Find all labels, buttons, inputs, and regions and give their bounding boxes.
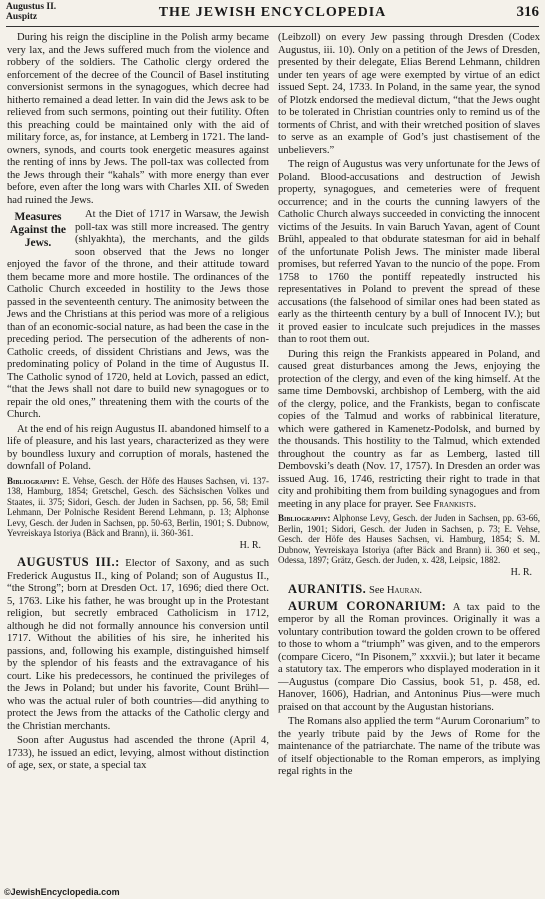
running-head-last: Auspitz: [6, 12, 38, 22]
page-number: 316: [516, 4, 539, 20]
side-heading: Measures Against the Jews.: [10, 211, 66, 249]
paragraph: At the Diet of 1717 in Warsaw, the Jewish poll-tax was still more increased. The gentry (shlyakhta), the merchants, and the gilds soon observed that the Jews no longer enjoyed the favor of the throne, and their attitude toward them became more and more hostile. The ordinances of the Catholic Church exceeded in hostility to the Jews those passed in the seventeenth century. The animosity between the Jews and the Christians at this period was more of a religious than of an economic-social nature, as had been the case in the preceding period. The persecution of the adherents of non-Catholic creeds, of dissident Christians and Jews, was the predominating policy of Poland in the time of Augustus II. The Catholic synod of 1720, held at Lovich, passed an edict, “that the Jews shall not dare to build new synagogues or to repair the old ones,” threatening them with the courts of the Church.: [7, 209, 269, 420]
paragraph: During his reign the discipline in the Polish army became very lax, and the Jews suffered much from the violence and robbery of the soldiers. The Catholic clergy ordered the enforcement of the decree of the Council of Basel instituting conversionist sermons in the synagogues, which decree had hitherto remained a dead letter. In vain did the Jews ask to be relieved from such sermons, pointing out their futility. Often this preaching could be maintained only with the aid of military force, as, for instance, at Lemberg in 1721. The land-owners, synods, and courts took energetic measures against the renting of inns by Jews. The poll-tax was collected from the Jews through their “kahals” with more energy than ever before, even after the long wars with Charles XII. of Sweden had ruined the Jews.: [7, 32, 269, 206]
entry-text: See: [368, 585, 385, 596]
running-head-first: Augustus II.: [6, 2, 57, 12]
paragraph: The reign of Augustus was very unfortunate for the Jews of Poland. Blood-accusations and destruction of Jewish property, synagogues, and cemeteries were of frequent occurrence; and in the courts the cunning lawyers of the Catholic Church always succeeded in convicting the innocent victims of the Jesuits. In vain Baruch Yavan, agent of Count Brühl, appealed to that obdurate statesman for aid in behalf of the unfortunate Polish Jews. The minister made liberal promises, but referred Yavan to the nuncio of the pope. From 1758 to 1760 the pontiff repeatedly instructed his representatives in Poland to prevent the spread of these accusations (the falsehood of similar ones had been stated as early as the thirteenth century by a bull of Innocent IV.); but it proved easier to inculcate such prejudices in the masses than to root them out.: [278, 159, 540, 345]
cross-reference-link[interactable]: Hauran.: [386, 585, 423, 596]
bibliography-text: Alphonse Levy, Gesch. der Juden in Sachsen, pp. 63-66, Berlin, 1901; Sidori, Gesch. der Juden in Sachsen, p. 73; E. Vehse, Gesch. der Höfe des Hauses Sachsen, vi. Hamburg, 1854; S. M. Dubnow, Yevreiskaya Istoriya (after Bäck and Brann) ii. 360 et seq., Odessa, 1897; Grätz, Gesch. der Juden, x. 428, Leipsic, 1882.: [278, 513, 541, 565]
paragraph: [278, 349, 540, 512]
right-column: [278, 32, 540, 781]
copyright-footer: ©JewishEncyclopedia.com: [4, 887, 120, 897]
bibliography-text: E. Vehse, Gesch. der Höfe des Hauses Sachsen, vi. 137-138, Hamburg, 1854; Gretschel, Gesch. des Sächsischen Volkes und Staates, ii. 375; Sidori, Gesch. der Juden in Sachsen, pp. 56, 58; Emil Lehmann, Der Polnische Resident Berend Lehmann, p. 13; Alphonse Levy, Gesch. der Juden in Sachsen, pp. 50-63, Berlin, 1901; S. Dubnow, Yevreiskaya Istoriya (Bäck and Brann), ii. 360-361.: [7, 475, 269, 538]
author-signature: H. R.: [239, 539, 261, 551]
paragraph: The Romans also applied the term “Aurum Coronarium” to the yearly tribute paid by the Jews of Rome for the maintenance of the patriarchate. The name of the tribute was of itself objectionable to the Roman emperors, as implying regal rights in the: [278, 716, 540, 777]
author-signature: H. R.: [510, 566, 532, 578]
entry-augustus-iii: [7, 556, 269, 733]
bibliography-label: Bibliography:: [278, 513, 331, 523]
bibliography: [7, 476, 269, 539]
entry-text: A tax paid to the emperor by all the Roman provinces. Originally it was a voluntary contribution toward the golden crown to be offered to those to whom a “triumph” was given, and to the emperors (compare Cicero, “In Pisonem,” xxxvii.); but later it became a statutory tax. The emperors who displayed moderation in it—Augustus (compare Dio Cassius, book 51, p. 458, ed. Hanover, 1606), Hadrian, and Antoninus Pius—were much praised on that account by the Augustan historians.: [278, 601, 540, 713]
bibliography: [278, 513, 540, 566]
entry-heading: AURUM CORONARIUM:: [288, 598, 447, 613]
paragraph: At the end of his reign Augustus II. abandoned himself to a life of pleasure, and his last years, characterized as they were by boundless luxury and corruption of morals, hastened the downfall of Poland.: [7, 423, 269, 472]
page-title: THE JEWISH ENCYCLOPEDIA: [158, 5, 387, 20]
entry-heading: AUGUSTUS III.:: [17, 555, 120, 569]
entry-heading: AURANITIS.: [288, 582, 367, 596]
left-column: [7, 32, 269, 775]
bibliography-label: Bibliography:: [7, 475, 60, 486]
entry-text: Elector of Saxony, and as such Frederick Augustus II., king of Poland; son of Augustus II., “the Strong”; born at Dresden Oct. 17, 1696; died there Oct. 5, 1763. Like his father, he was brought up in the Protestant religion, but secretly embraced Catholicism in 1712, although he did not formally announce his conversion until 1717. Without the abilities of his sire, he inherited his passions, and, following his example, distinguished himself by the splendor of his feasts and the extravagance of his court. Like his predecessors, he continued the privileges of the Jews in Poland; but under his favorite, Count Brühl—who was the actual ruler of both countries—did anything to protect the Jews from the attacks of the Catholic clergy and the Christian merchants.: [7, 558, 269, 732]
entry-aurum-coronarium: [278, 600, 540, 715]
paragraph: (Leibzoll) on every Jew passing through Dresden (Codex Augustus, iii. 10). Only on a petition of the Jews of Dresden, presented by their delegate, Elias Berend Lehmann, children under ten years of age were exempted by virtue of an edict issued Sept. 24, 1733. In Poland, in the same year, the synod of Plotzk endorsed the medieval dictum, “that the Jews ought to be tolerated in Christian countries only to remind us of the torments of Christ, and with their wretched position of slaves to serve as an example of God’s just chastisement of the unbelievers.”: [278, 32, 540, 156]
entry-auranitis: [278, 583, 540, 598]
page-header: [6, 2, 539, 27]
cross-reference-link[interactable]: Frankists.: [433, 498, 477, 510]
paragraph-text: During this reign the Frankists appeared in Poland, and caused great disturbances among the Jews, enjoying the protection of the clergy, and even of the king himself. At the same time Dembovski, archbishop of Lemberg, with the aid of the clergy, police, and the Frankists, began to confiscate copies of the Talmud and works of rabbinical literature, which were gathered in Kamenetz-Podolsk, and burned by the thousands. This hostility to the Talmud, which extended throughout the country as far as Lemberg, lasted till Dembovski’s death (Nov. 17, 1757). In Dresden an order was issued Aug. 16, 1746, restricting their right to trade in that city and prohibiting them from building synagogues and from meeting in any place for prayer. See: [278, 348, 540, 510]
paragraph: Soon after Augustus had ascended the throne (April 4, 1733), he issued an edict, levying, almost without distinction of age, sex, or state, a special tax: [7, 735, 269, 771]
